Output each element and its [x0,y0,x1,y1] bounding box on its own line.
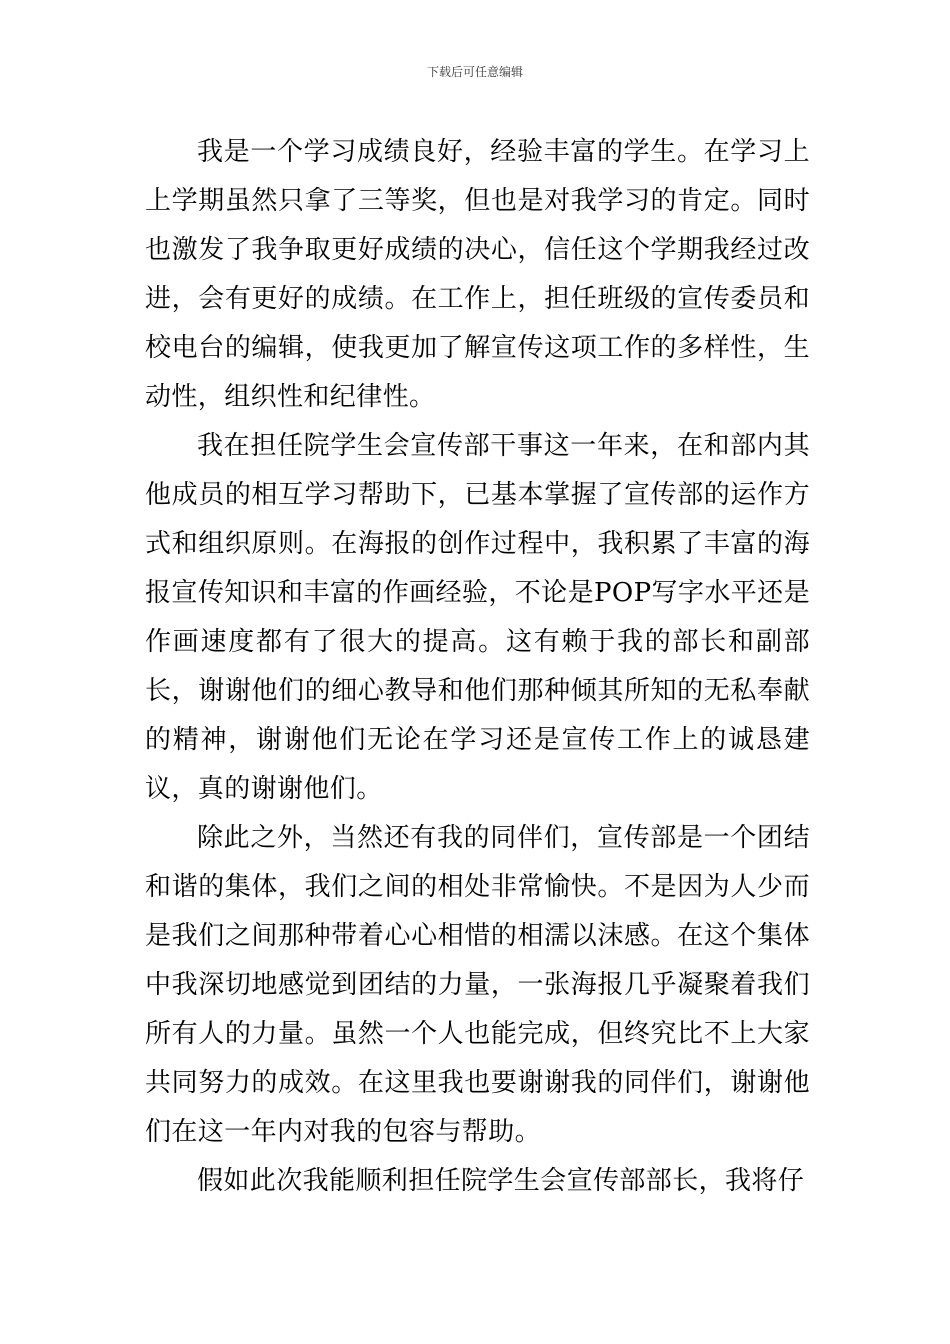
paragraph-2: 我在担任院学生会宣传部干事这一年来，在和部内其他成员的相互学习帮助下，已基本掌握了宣传部的运作方式和组织原则。在海报的创作过程中，我积累了丰富的海报宣传知识和丰富的作画经验，不论是POP写字水平还是作画速度都有了很大的提高。这有赖于我的部长和副部长，谢谢他们的细心教导和他们那种倾其所知的无私奉献的精神，谢谢他们无论在学习还是宣传工作上的诚恳建议，真的谢谢他们。 [145,431,810,804]
paragraph-1: 我是一个学习成绩良好，经验丰富的学生。在学习上上学期虽然只拿了三等奖，但也是对我学习的肯定。同时也激发了我争取更好成绩的决心，信任这个学期我经过改进，会有更好的成绩。在工作上，担任班级的宣传委员和校电台的编辑，使我更加了解宣传这项工作的多样性，生动性，组织性和纪律性。 [145,137,810,412]
document-body [145,128,810,1206]
paragraph-4: 假如此次我能顺利担任院学生会宣传部部长，我将仔 [197,1166,805,1196]
paragraph-3: 除此之外，当然还有我的同伴们，宣传部是一个团结和谐的集体，我们之间的相处非常愉快。不是因为人少而是我们之间那种带着心心相惜的相濡以沫感。在这个集体中我深切地感觉到团结的力量，一张海报几乎凝聚着我们所有人的力量。虽然一个人也能完成，但终究比不上大家共同努力的成效。在这里我也要谢谢我的同伴们，谢谢他们在这一年内对我的包容与帮助。 [145,823,810,1147]
header-note: 下载后可任意编辑 [426,65,523,79]
